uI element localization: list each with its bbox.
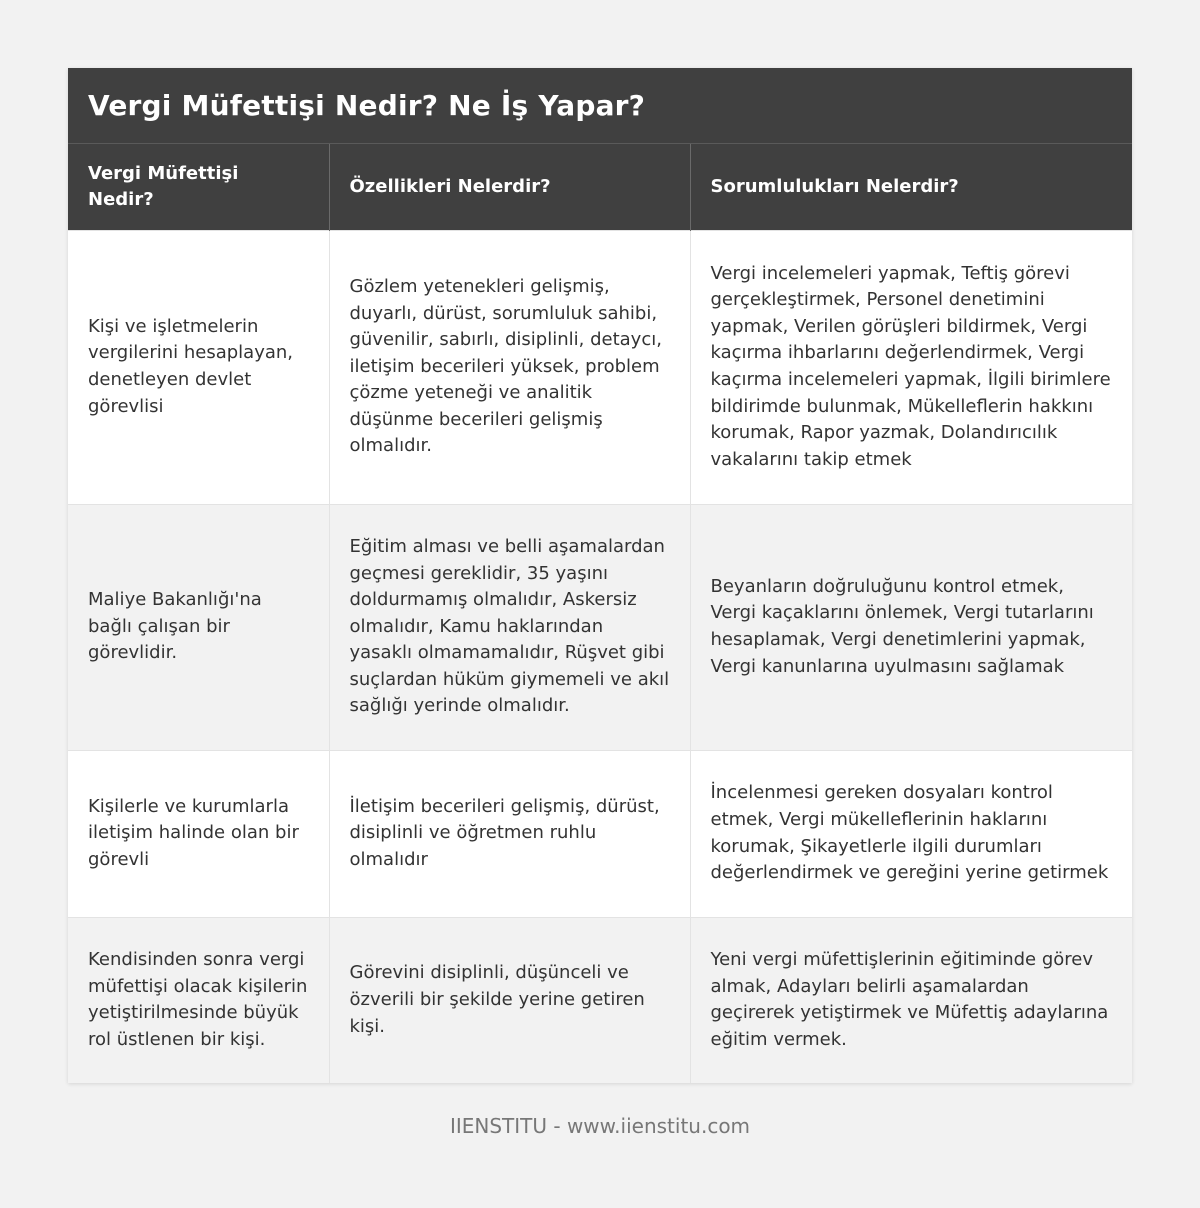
column-header-responsibilities: Sorumlulukları Nelerdir? — [690, 144, 1132, 230]
table-cell-definition: Kendisinden sonra vergi müfettişi olacak kişilerin yetiştirilmesinde büyük rol üstlenen bir kişi. — [68, 917, 329, 1083]
title-bar — [68, 68, 1132, 144]
table-cell-definition: Maliye Bakanlığı'na bağlı çalışan bir görevlidir. — [68, 504, 329, 750]
table-header-row — [68, 144, 1132, 230]
table-cell-definition: Kişi ve işletmelerin vergilerini hesaplayan, denetleyen devlet görevlisi — [68, 230, 329, 504]
table-cell-definition: Kişilerle ve kurumlarla iletişim halinde olan bir görevli — [68, 750, 329, 917]
table-cell-responsibilities: Yeni vergi müfettişlerinin eğitiminde görev almak, Adayları belirli aşamalardan geçirerek yetiştirmek ve Müfettiş adaylarına eğitim vermek. — [690, 917, 1132, 1083]
table-row — [68, 750, 1132, 917]
column-header-qualities: Özellikleri Nelerdir? — [329, 144, 690, 230]
page-title: Vergi Müfettişi Nedir? Ne İş Yapar? — [88, 89, 646, 122]
info-table — [68, 144, 1132, 1083]
table-cell-qualities: Eğitim alması ve belli aşamalardan geçmesi gereklidir, 35 yaşını doldurmamış olmalıdır, Askersiz olmalıdır, Kamu haklarından yasaklı olmamamalıdır, Rüşvet gibi suçlardan hüküm giymemeli ve akıl sağlığı yerinde olmalıdır. — [329, 504, 690, 750]
table-cell-qualities: Görevini disiplinli, düşünceli ve özverili bir şekilde yerine getiren kişi. — [329, 917, 690, 1083]
table-row — [68, 230, 1132, 504]
content-card — [68, 68, 1132, 1083]
table-row — [68, 917, 1132, 1083]
table-cell-responsibilities: Vergi incelemeleri yapmak, Teftiş görevi gerçekleştirmek, Personel denetimini yapmak, Verilen görüşleri bildirmek, Vergi kaçırma ihbarlarını değerlendirmek, Vergi kaçırma incelemeleri yapmak, İlgili birimlere bildirimde bulunmak, Mükelleflerin hakkını korumak, Rapor yazmak, Dolandırıcılık vakalarını takip etmek — [690, 230, 1132, 504]
table-cell-qualities: İletişim becerileri gelişmiş, dürüst, disiplinli ve öğretmen ruhlu olmalıdır — [329, 750, 690, 917]
table-cell-responsibilities: İncelenmesi gereken dosyaları kontrol etmek, Vergi mükelleflerinin haklarını korumak, Şikayetlerle ilgili durumları değerlendirmek ve gereğini yerine getirmek — [690, 750, 1132, 917]
table-cell-responsibilities: Beyanların doğruluğunu kontrol etmek, Vergi kaçaklarını önlemek, Vergi tutarlarını hesaplamak, Vergi denetimlerini yapmak, Vergi kanunlarına uyulmasını sağlamak — [690, 504, 1132, 750]
column-header-definition: Vergi Müfettişi Nedir? — [68, 144, 329, 230]
footer-credit: IIENSTITU - www.iienstitu.com — [449, 1114, 751, 1138]
table-cell-qualities: Gözlem yetenekleri gelişmiş, duyarlı, dürüst, sorumluluk sahibi, güvenilir, sabırlı, disiplinli, detaycı, iletişim becerileri yüksek, problem çözme yeteneği ve analitik düşünme becerileri gelişmiş olmalıdır. — [329, 230, 690, 504]
table-row — [68, 504, 1132, 750]
